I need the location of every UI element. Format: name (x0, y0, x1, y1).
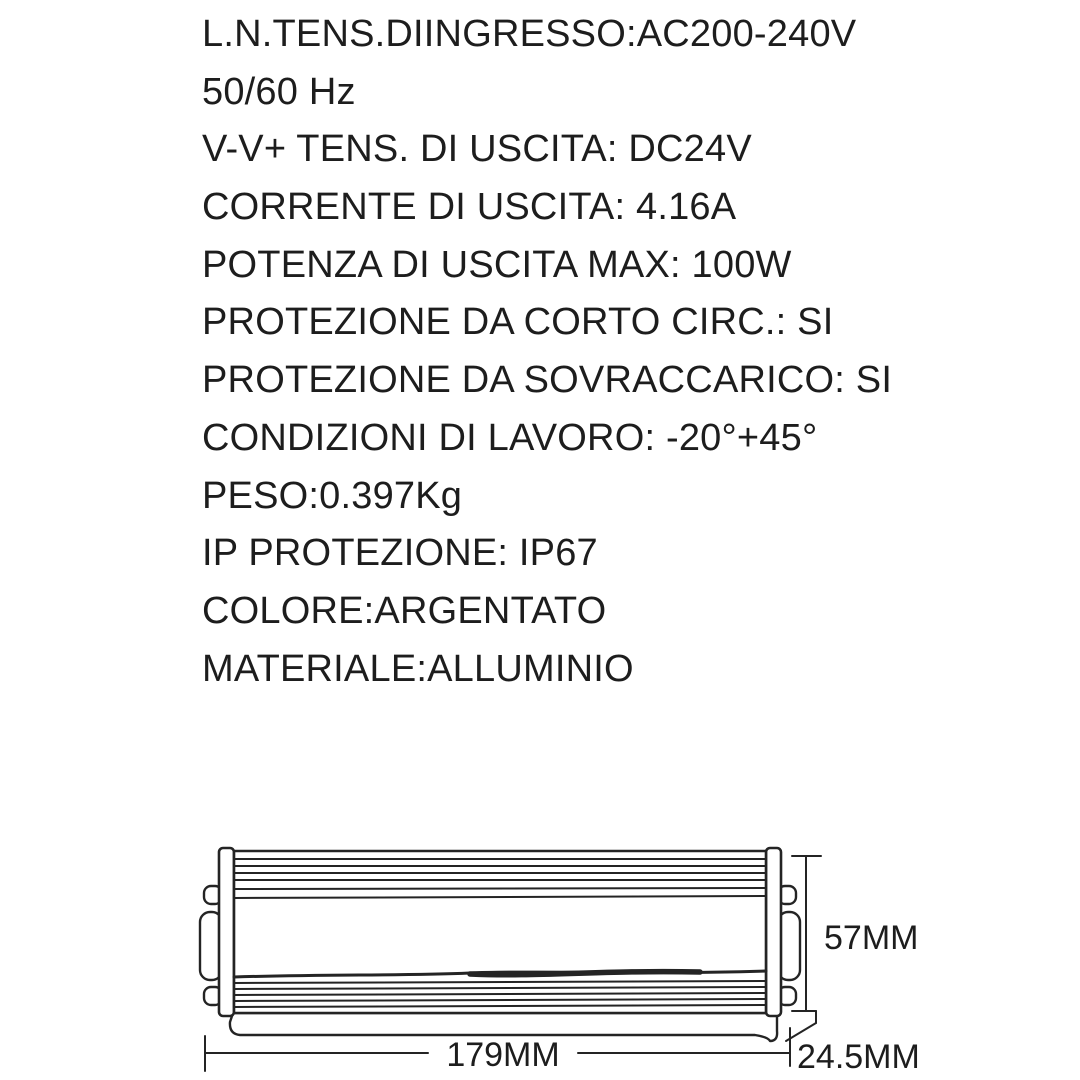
spec-line-weight: PESO:0.397Kg (202, 474, 463, 517)
spec-line-working-conditions: CONDIZIONI DI LAVORO: -20°+45° (202, 416, 818, 459)
shading-smear-dark (470, 972, 700, 975)
width-dimension-label: 179MM (446, 1036, 560, 1074)
spec-line-frequency: 50/60 Hz (202, 70, 356, 113)
spec-line-material: MATERIALE:ALLUMINIO (202, 647, 634, 690)
height-dimension-label: 57MM (824, 919, 919, 957)
spec-line-overload: PROTEZIONE DA SOVRACCARICO: SI (202, 359, 893, 402)
depth-dimension-label: 24.5MM (797, 1038, 920, 1076)
end-cap-right (766, 848, 781, 1016)
spec-line-max-power: POTENZA DI USCITA MAX: 100W (202, 243, 792, 286)
spec-line-input-voltage: L.N.TENS.DIINGRESSO:AC200-240V (202, 13, 857, 55)
spec-line-output-current: CORRENTE DI USCITA: 4.16A (202, 186, 737, 229)
spec-line-output-voltage: V-V+ TENS. DI USCITA: DC24V (202, 128, 752, 171)
spec-line-ip-rating: IP PROTEZIONE: IP67 (202, 532, 598, 575)
spec-line-short-circuit: PROTEZIONE DA CORTO CIRC.: SI (202, 301, 834, 344)
end-cap-left (219, 848, 234, 1016)
spec-line-color: COLORE:ARGENTATO (202, 589, 607, 632)
